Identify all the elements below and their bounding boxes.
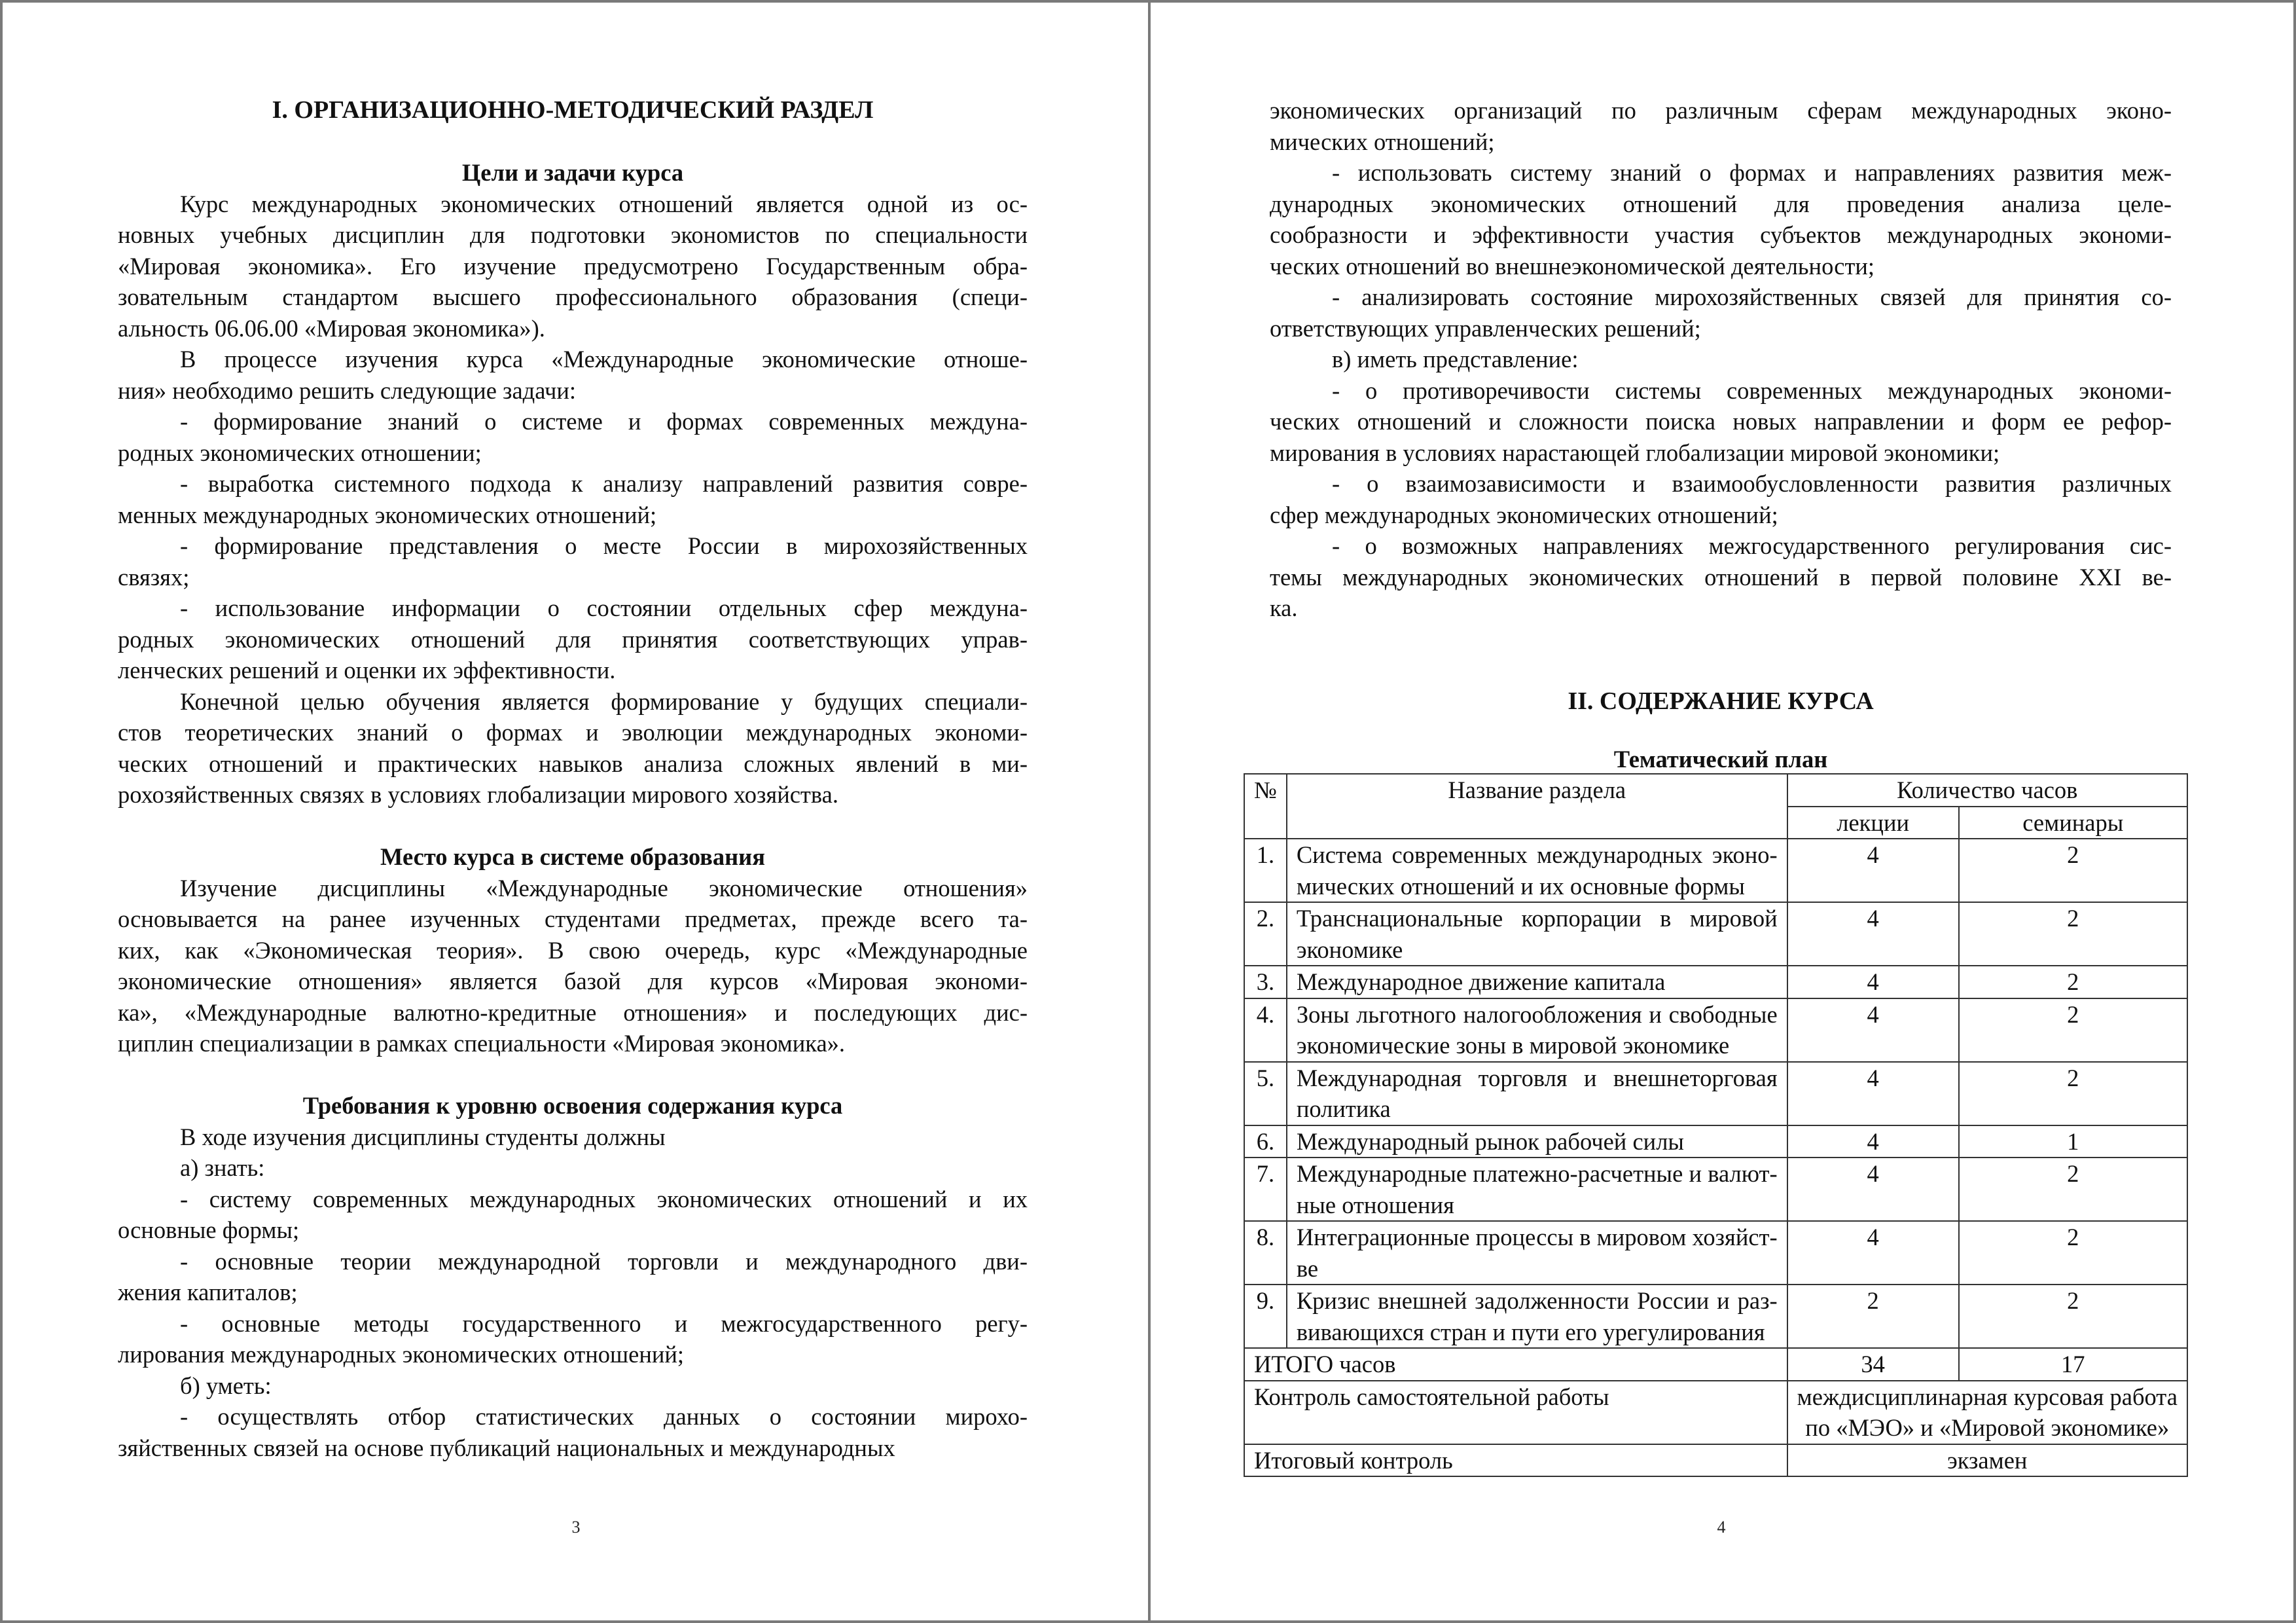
control-value-line: по «МЭО» и «Мировой экономике» [1805,1414,2170,1441]
row-number: 5. [1244,1062,1287,1125]
row-name-line: Транснациональные корпорации в мировой [1296,905,1778,932]
row-name-line: политика [1296,1095,1391,1122]
row-name [1287,1285,1787,1348]
text-line: родных экономических отношении; [118,439,482,466]
table-row [1244,966,2187,998]
table-row [1244,1221,2187,1285]
row-lectures: 4 [1787,1158,1959,1221]
table-row [1244,902,2187,966]
paragraph [118,686,1028,811]
row-number: 2. [1244,902,1287,966]
page-number: 3 [571,1518,581,1537]
paragraph [118,1308,1028,1370]
row-name-line: Система современных международных эконо- [1296,841,1778,868]
text-line: В процессе изучения курса «Международные экономические отноше- [180,346,1028,373]
table-header-row [1244,774,2187,807]
row-lectures: 4 [1787,1125,1959,1158]
row-number: 4. [1244,998,1287,1062]
row-name-line: ве [1296,1254,1319,1282]
section-title: I. ОРГАНИЗАЦИОННО-МЕТОДИЧЕСКИЙ РАЗДЕЛ [272,96,874,124]
paragraph [118,1184,1028,1246]
text-line: - использование информации о состоянии отдельных сфер междуна- [180,594,1028,621]
text-line: ответствующих управленческих решений; [1270,314,1701,342]
text-line: - осуществлять отбор статистических данных о состоянии мирохо- [180,1403,1028,1430]
text-line: ка», «Международные валютно-кредитные отношения» и последующих дис- [118,998,1028,1026]
text-line: Конечной целью обучения является формирование у будущих специали- [180,687,1028,715]
paragraph [1270,530,2172,624]
text-line: сфер международных экономических отношений; [1270,501,1778,528]
text-line: Курс международных экономических отношений является одной из ос- [180,190,1028,217]
text-line: экономические отношения» является базой для курсов «Мировая экономи- [118,968,1028,994]
row-seminars: 2 [1959,1221,2187,1285]
row-number: 3. [1244,966,1287,998]
text-line: родных экономических отношений для принятия соответствующих управ- [118,625,1028,653]
row-name [1287,839,1787,902]
text-line: - систему современных международных экономических отношений и их [180,1185,1028,1213]
row-seminars: 1 [1959,1125,2187,1158]
text-line: - анализировать состояние мирохозяйственных связей для принятия со- [1332,283,2172,310]
table-row [1244,1062,2187,1125]
row-name-line: экономические зоны в мировой экономике [1296,1032,1730,1059]
row-name [1287,1221,1787,1285]
text-line: экономических организаций по различным сферам международных эконо- [1270,97,2172,124]
text-line: основывается на ранее изученных студентами предметах, прежде всего та- [118,905,1028,932]
text-line: ленческих решений и оценки их эффективности. [118,657,616,684]
row-name-line: вивающихся стран и пути его урегулирования [1296,1318,1765,1345]
text-line: - использовать систему знаний о формах и направлениях развития меж- [1332,159,2172,186]
row-lectures: 2 [1787,1285,1959,1348]
row-seminars: 2 [1959,998,2187,1062]
row-name-line: Зоны льготного налогообложения и свободные [1296,1000,1778,1028]
row-number: 9. [1244,1285,1287,1348]
col-header-name: Название раздела [1287,774,1787,839]
control-value-line: междисциплинарная курсовая работа [1797,1383,2178,1410]
final-value: экзамен [1787,1444,2187,1477]
table-heading: Тематический план [1613,746,1828,773]
row-seminars: 2 [1959,1285,2187,1348]
text-line: «Мировая экономика». Его изучение предусмотрено Государственным обра- [118,252,1028,280]
row-name-line: Международные платежно-расчетные и валют- [1296,1160,1778,1187]
text-line: ка. [1270,594,1298,621]
text-line: - основные теории международной торговли и международного дви- [180,1247,1028,1275]
control-row [1244,1381,2187,1444]
col-header-lectures: лекции [1787,807,1959,839]
row-name-line: Международное движение капитала [1296,968,1666,995]
row-name [1287,902,1787,966]
row-seminars: 2 [1959,1062,2187,1125]
paragraph [118,1246,1028,1308]
row-lectures: 4 [1787,966,1959,998]
table-row [1244,1158,2187,1221]
text-line: зяйственных связей на основе публикаций национальных и международных [118,1434,895,1461]
row-seminars: 2 [1959,1158,2187,1221]
text-line: мических отношений; [1270,128,1495,155]
table-row [1244,1125,2187,1158]
text-line: темы международных экономических отношений в первой половине XXI ве- [1270,563,2172,591]
text-line: дународных экономических отношений для проведения анализа целе- [1270,190,2172,217]
text-line: стов теоретических знаний о формах и эволюции международных экономи- [118,719,1028,746]
row-name [1287,1158,1787,1221]
paragraph [1270,344,2172,375]
paragraph [118,593,1028,686]
row-name-line: мических отношений и их основные формы [1296,872,1745,900]
text-line: ческих отношений во внешнеэкономической деятельности; [1270,252,1875,280]
row-name [1287,966,1787,998]
table-row [1244,1285,2187,1348]
row-lectures: 4 [1787,1221,1959,1285]
left-page-content [118,95,1028,1463]
row-name-line: экономике [1296,936,1403,963]
text-line: ких, как «Экономическая теория». В свою очередь, курс «Международные [118,936,1028,964]
text-line: основные формы; [118,1216,300,1243]
text-line: в) иметь представление: [1332,346,1579,373]
row-number: 7. [1244,1158,1287,1221]
left-sections [118,157,1028,1463]
final-label: Итоговый контроль [1244,1444,1787,1477]
text-line: В ходе изучения дисциплины студенты должны [180,1123,666,1150]
paragraph [118,189,1028,344]
row-seminars: 2 [1959,839,2187,902]
text-line: связях; [118,563,190,591]
text-line: мирования в условиях нарастающей глобализации мировой экономики; [1270,439,2000,466]
text-line: жения капиталов; [118,1279,298,1305]
row-number: 6. [1244,1125,1287,1158]
paragraph [118,530,1028,593]
paragraph [1270,375,2172,469]
row-number: 8. [1244,1221,1287,1285]
paragraph [118,873,1028,1059]
text-line: б) уметь: [180,1372,272,1399]
content-title: II. СОДЕРЖАНИЕ КУРСА [1568,687,1874,715]
row-lectures: 4 [1787,839,1959,902]
text-line: альность 06.06.00 «Мировая экономика»). [118,314,545,342]
paragraph [1270,282,2172,344]
text-line: - формирование представления о месте России в мирохозяйственных [180,532,1028,559]
text-line: ческих отношений и сложности поиска новых направлении и форм ее рефор- [1270,408,2172,435]
text-line: - формирование знаний о системе и формах современных междуна- [180,408,1028,435]
row-name-line: Международный рынок рабочей силы [1296,1127,1684,1155]
paragraph [1270,95,2172,157]
text-line: ния» необходимо решить следующие задачи: [118,376,576,404]
text-line: зовательным стандартом высшего профессионального образования (специ- [118,283,1028,310]
text-line: - о возможных направлениях межгосударственного регулирования сис- [1332,532,2172,559]
text-line: Изучение дисциплины «Международные экономические отношения» [180,874,1028,902]
total-label: ИТОГО часов [1244,1348,1787,1381]
final-control-row [1244,1444,2187,1477]
row-seminars: 2 [1959,902,2187,966]
row-seminars: 2 [1959,966,2187,998]
total-seminars: 17 [1959,1348,2187,1381]
text-line: ческих отношений и практических навыков анализа сложных явлений в ми- [118,750,1028,777]
row-number: 1. [1244,839,1287,902]
text-line: лирования международных экономических отношений; [118,1341,685,1368]
paragraph [1270,157,2172,282]
row-name-line: Международная торговля и внешнеторговая [1296,1064,1778,1091]
text-line: - выработка системного подхода к анализу направлений развития совре- [180,470,1028,497]
text-line: - основные методы государственного и межгосударственного регу- [180,1309,1028,1337]
text-line: а) знать: [180,1154,265,1181]
page-number: 4 [1717,1518,1726,1537]
paragraph [118,1370,1028,1402]
text-line: - о противоречивости системы современных международных экономи- [1332,376,2172,404]
subsection-heading: Требования к уровню освоения содержания курса [302,1092,843,1119]
total-lectures: 34 [1787,1348,1959,1381]
paragraph [118,1401,1028,1463]
text-line: менных международных экономических отношений; [118,501,657,528]
paragraph [118,1152,1028,1184]
paragraph [118,468,1028,530]
text-line: - о взаимозависимости и взаимообусловленности развития различных [1332,470,2172,497]
row-name-line: ные отношения [1296,1191,1454,1218]
row-name [1287,998,1787,1062]
table-row [1244,998,2187,1062]
text-line: циплин специализации в рамках специальности «Мировая экономика». [118,1030,846,1057]
text-line: сообразности и эффективности участия субъектов международных экономи- [1270,221,2172,248]
control-value [1787,1381,2187,1444]
row-lectures: 4 [1787,998,1959,1062]
col-header-hours: Количество часов [1787,774,2187,807]
row-name [1287,1062,1787,1125]
subsection-heading: Цели и задачи курса [461,159,684,186]
subsection-heading: Место курса в системе образования [380,843,765,870]
thematic-plan-table [1244,773,2188,1477]
table-row [1244,839,2187,902]
row-name [1287,1125,1787,1158]
row-lectures: 4 [1787,1062,1959,1125]
row-name-line: Интеграционные процессы в мировом хозяйст- [1296,1224,1778,1250]
total-row [1244,1348,2187,1381]
right-paragraphs [1270,95,2172,624]
paragraph [118,1122,1028,1153]
paragraph [118,406,1028,468]
col-header-seminars: семинары [1959,807,2187,839]
col-header-number: № [1244,774,1287,839]
paragraph [118,344,1028,406]
text-line: новных учебных дисциплин для подготовки экономистов по специальности [118,221,1028,248]
row-lectures: 4 [1787,902,1959,966]
paragraph [1270,468,2172,530]
text-line: рохозяйственных связях в условиях глобализации мирового хозяйства. [118,781,838,808]
row-name-line: Кризис внешней задолженности России и раз- [1296,1287,1778,1314]
control-label-cell: Контроль самостоятельной работы [1244,1381,1787,1444]
right-page-content [1254,95,2178,1477]
